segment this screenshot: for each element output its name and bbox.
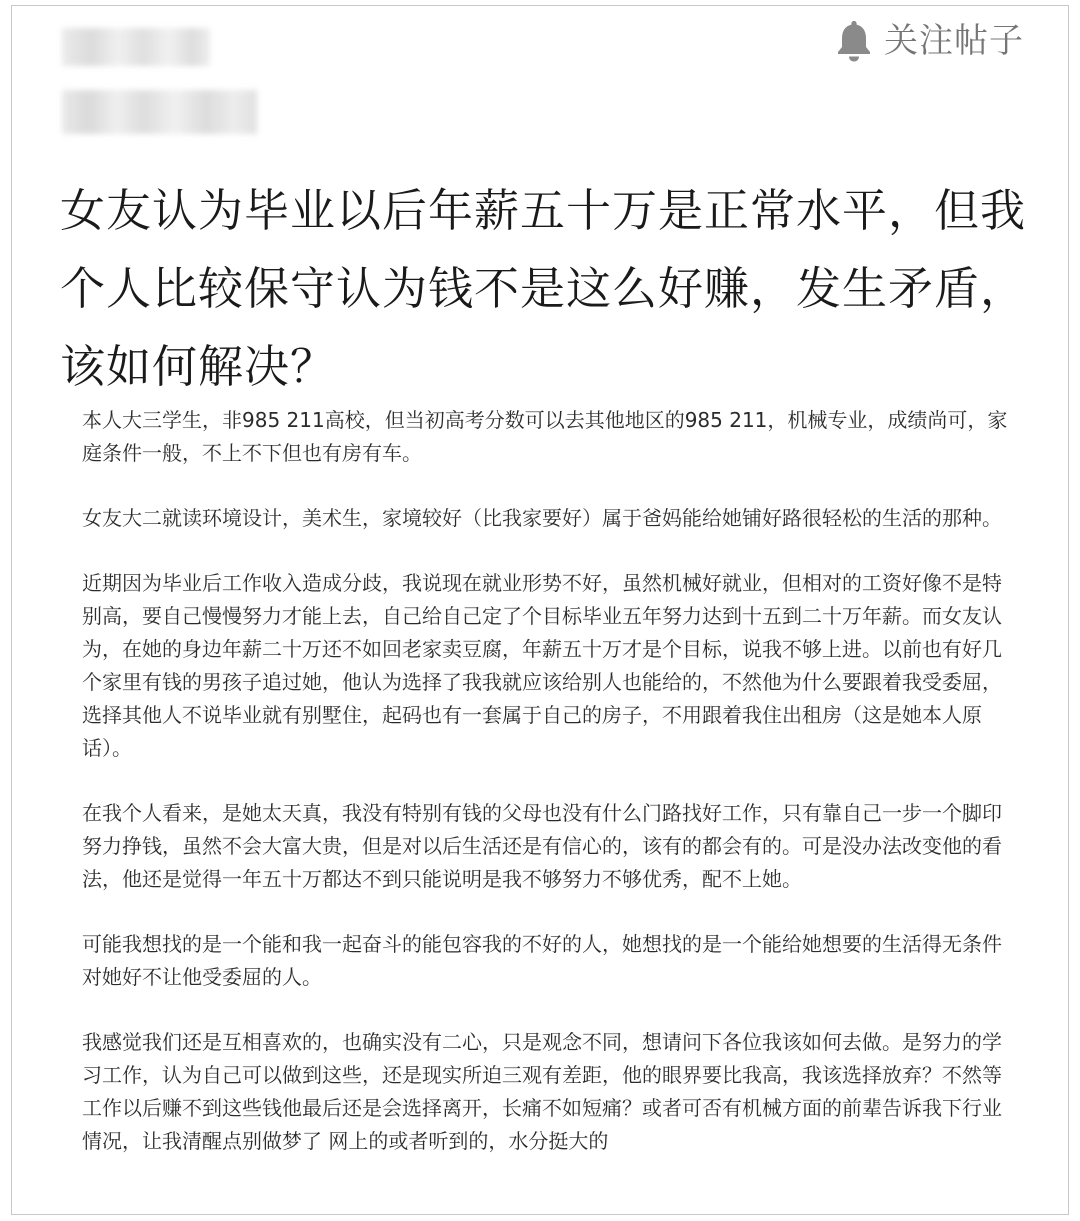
- post-title: 女友认为毕业以后年薪五十万是正常水平，但我个人比较保守认为钱不是这么好赚，发生矛盾，该如何解决？: [60, 184, 1027, 393]
- follow-post-label: 关注帖子: [884, 21, 1024, 61]
- post-paragraph: 女友大二就读环境设计，美术生，家境较好（比我家要好）属于爸妈能给她铺好路很轻松的生活的那种。: [82, 506, 1002, 530]
- redacted-meta: [62, 90, 257, 134]
- post-paragraph: 在我个人看来，是她太天真，我没有特别有钱的父母也没有什么门路找好工作，只有靠自己一步一个脚印努力挣钱，虽然不会大富大贵，但是对以后生活还是有信心的，该有的都会有的。可是没办法改变他的看法，他还是觉得一年五十万都达不到只能说明是我不够努力不够优秀，配不上她。: [82, 801, 1002, 891]
- follow-post-button[interactable]: [836, 18, 1024, 64]
- post-paragraph: 近期因为毕业后工作收入造成分歧，我说现在就业形势不好，虽然机械好就业，但相对的工资好像不是特别高，要自己慢慢努力才能上去，自己给自己定了个目标毕业五年努力达到十五到二十万年薪。而女友认为，在她的身边年薪二十万还不如回老家卖豆腐，年薪五十万才是个目标，说我不够上进。以前也有好几个家里有钱的男孩子追过她，他认为选择了我我就应该给别人也能给的，不然他为什么要跟着我受委屈，选择其他人不说毕业就有别墅住，起码也有一套属于自己的房子，不用跟着我住出租房（这是她本人原话）。: [82, 571, 1002, 760]
- post-body: [82, 404, 1012, 1190]
- bell-icon: [836, 19, 872, 63]
- post-paragraph: 本人大三学生，非985 211高校，但当初高考分数可以去其他地区的985 211，机械专业，成绩尚可，家庭条件一般，不上不下但也有房有车。: [82, 408, 1008, 465]
- post-paragraph: 可能我想找的是一个能和我一起奋斗的能包容我的不好的人，她想找的是一个能给她想要的生活得无条件对她好不让他受委屈的人。: [82, 932, 1002, 989]
- redacted-username: [62, 28, 210, 66]
- post-paragraph: 我感觉我们还是互相喜欢的，也确实没有二心，只是观念不同，想请问下各位我该如何去做。是努力的学习工作，认为自己可以做到这些，还是现实所迫三观有差距，他的眼界要比我高，我该选择放弃？不然等工作以后赚不到这些钱他最后还是会选择离开，长痛不如短痛？或者可否有机械方面的前辈告诉我下行业情况，让我清醒点别做梦了 网上的或者听到的，水分挺大的: [82, 1030, 1002, 1153]
